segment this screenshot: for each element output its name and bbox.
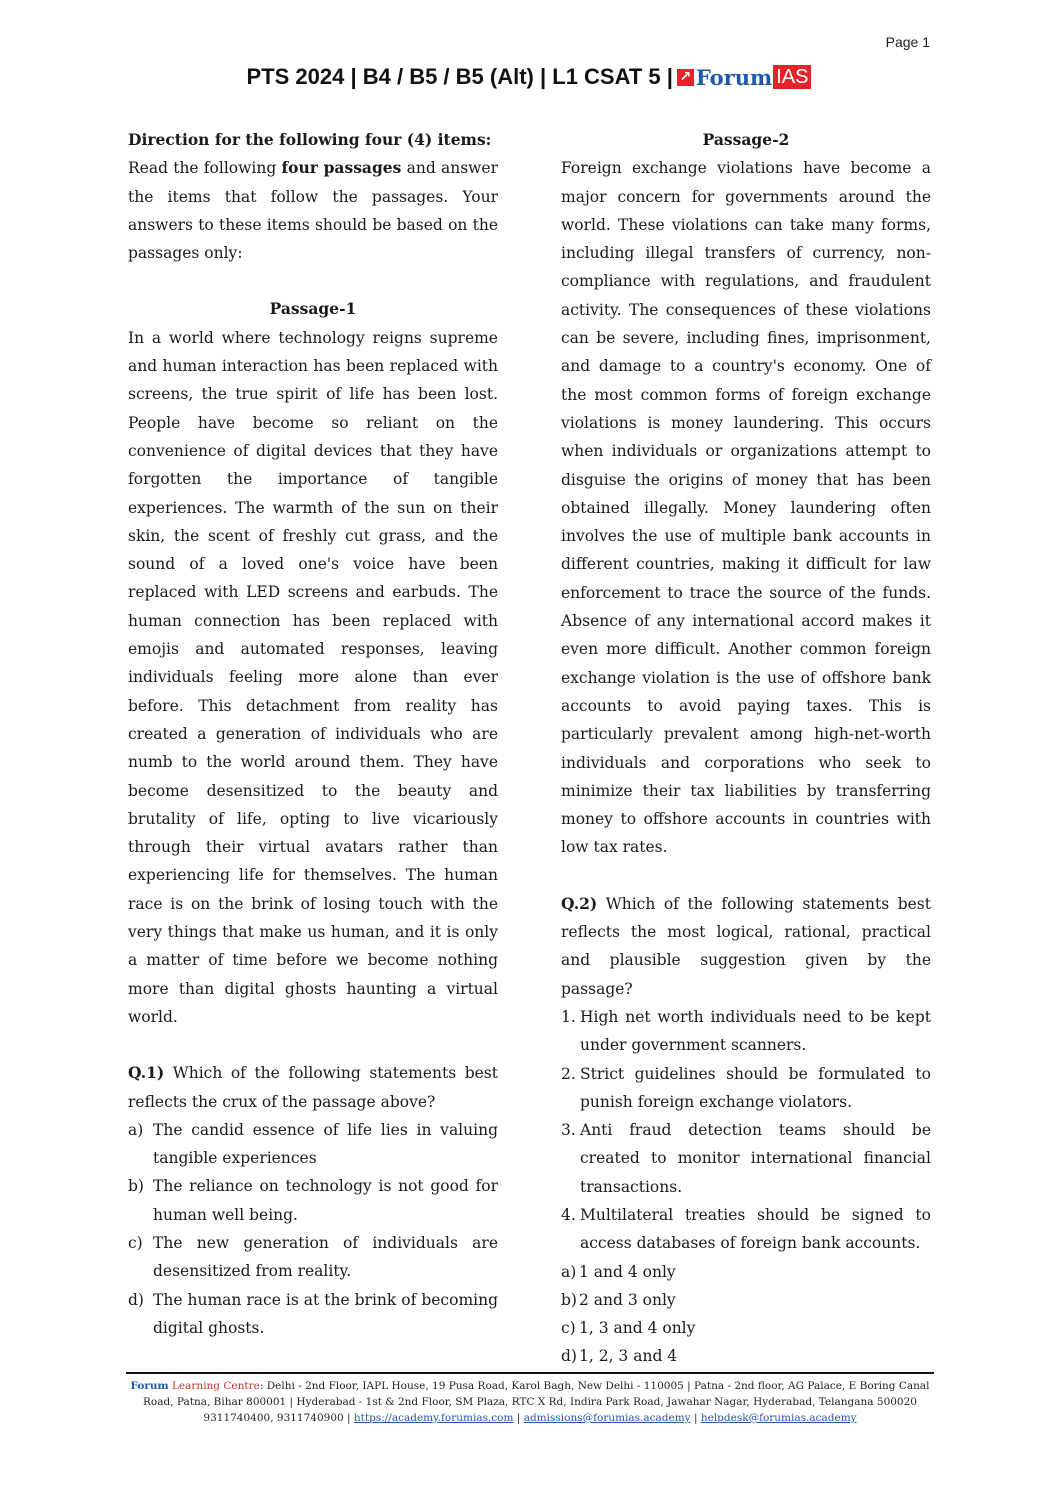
footer-address: Forum Learning Centre: Delhi - 2nd Floor, IAPL House, 19 Pusa Road, Karol Bagh, New Delhi - 110005 | Patna - 2nd floor, AG Palace, E Boring Canal Road, Patna, Bihar 800001 | Hyderabad - 1st & 2nd Floor, SM Plaza, RTC X Rd, Indira Park Road, Jawahar Nagar, Hyderabad, Telangana 500020: [130, 1380, 930, 1408]
footer-admissions-email-link[interactable]: admissions@forumias.academy: [523, 1412, 691, 1424]
forumias-logo: [677, 65, 812, 90]
page-number: Page 1: [885, 34, 930, 50]
statement-3: 3. Anti fraud detection teams should be created to monitor international financial transactions.: [561, 1121, 931, 1196]
right-column: [561, 126, 931, 1371]
statement-1: 1. High net worth individuals need to be kept under government scanners.: [561, 1007, 931, 1055]
footer-website-link[interactable]: https://academy.forumias.com: [353, 1412, 514, 1424]
question-2-stem: Q.2) Which of the following statements best reflects the most logical, rational, practical and plausible suggestion given by the passage?: [561, 893, 931, 998]
question-1-options: [128, 1116, 498, 1342]
passage-1-text: In a world where technology reigns supreme and human interaction has been replaced with screens, the true spirit of life has been lost. People have become so reliant on the convenience of digital devices that they have forgotten the importance of tangible experiences. The warmth of the sun on their skin, the scent of freshly cut grass, and the sound of a loved one's voice have been replaced with LED screens and earbuds. The human connection has been replaced with emojis and automated responses, leaving individuals feeling more alone than ever before. This detachment from reality has created a generation of individuals who are numb to the world around them. They have become desensitized to the beauty and brutality of life, opting to live vicariously through their virtual avatars rather than experiencing life for themselves. The human race is on the brink of losing touch with the very things that make us human, and it is only a matter of time before we become nothing more than digital ghosts haunting a virtual world.: [128, 328, 498, 1026]
question-2-statements: [561, 1003, 931, 1258]
footer-brand-forum: Forum: [130, 1380, 169, 1392]
question-2-options: [561, 1258, 931, 1371]
footer-helpdesk-email-link[interactable]: helpdesk@forumias.academy: [700, 1412, 857, 1424]
statement-4: 4. Multilateral treaties should be signed to access databases of foreign bank accounts.: [561, 1205, 931, 1253]
statement-2: 2. Strict guidelines should be formulated to punish foreign exchange violators.: [561, 1064, 931, 1111]
document-footer: [126, 1372, 934, 1426]
option-d[interactable]: d) 1, 2, 3 and 4: [561, 1347, 678, 1366]
option-c[interactable]: c) The new generation of individuals are desensitized from reality.: [128, 1233, 498, 1281]
direction-emphasis: four passages: [281, 158, 402, 178]
document-title: PTS 2024 | B4 / B5 / B5 (Alt) | L1 CSAT 5 |: [246, 64, 673, 89]
arrow-up-right-icon: ↗: [677, 69, 694, 86]
footer-contacts: 9311740400, 9311740900 | https://academy.forumias.com | admissions@forumias.academy | helpdesk@forumias.academy: [203, 1412, 857, 1424]
logo-forum-text: Forum: [695, 64, 773, 90]
question-2-label: Q.2): [561, 893, 598, 913]
document-header: [0, 64, 1058, 90]
question-1-label: Q.1): [128, 1063, 165, 1083]
passage-1-title: Passage-1: [269, 299, 357, 319]
option-a[interactable]: a) The candid essence of life lies in valuing tangible experiences: [128, 1120, 498, 1168]
option-b[interactable]: b) 2 and 3 only: [561, 1290, 676, 1309]
option-c[interactable]: c) 1, 3 and 4 only: [561, 1319, 696, 1338]
direction-heading: Direction for the following four (4) items:: [128, 130, 492, 149]
left-column: [128, 126, 498, 1342]
footer-brand-learning-centre: Learning Centre: [168, 1380, 260, 1392]
option-d[interactable]: d) The human race is at the brink of becoming digital ghosts.: [128, 1290, 498, 1337]
logo-ias-text: IAS: [773, 65, 811, 89]
question-1-stem: Q.1) Which of the following statements best reflects the crux of the passage above?: [128, 1063, 498, 1111]
direction-text: Read the following four passages and answer the items that follow the passages. Your answers to these items should be based on the passages only:: [128, 158, 499, 263]
footer-phones: 9311740400, 9311740900: [203, 1412, 344, 1424]
passage-2-text: Foreign exchange violations have become a major concern for governments around the world. These violations can take many forms, including illegal transfers of currency, non-compliance with regulations, and fraudulent activity. The consequences of these violations can be severe, including fines, imprisonment, and damage to a country's economy. One of the most common forms of foreign exchange violations is money laundering. This occurs when individuals or organizations attempt to disguise the origins of money that has been obtained illegally. Money laundering often involves the use of multiple bank accounts in different countries, making it difficult for law enforcement to trace the source of the funds. Absence of any international accord makes it even more difficult. Another common foreign exchange violation is the use of offshore bank accounts to avoid paying taxes. This is particularly prevalent among high-net-worth individuals and corporations who seek to minimize their tax liabilities by transferring money to offshore accounts in countries with low tax rates.: [561, 159, 931, 857]
footer-address-text: Delhi - 2nd Floor, IAPL House, 19 Pusa Road, Karol Bagh, New Delhi - 110005 | Patna - 2nd floor, AG Palace, E Boring Canal Road, Patna, Bihar 800001 | Hyderabad - 1st & 2nd Floor, SM Plaza, RTC X Rd, Indira Park Road, Jawahar Nagar, Hyderabad, Telangana 500020: [143, 1380, 930, 1408]
option-a[interactable]: a) 1 and 4 only: [561, 1262, 676, 1281]
option-b[interactable]: b) The reliance on technology is not good for human well being.: [128, 1177, 498, 1224]
passage-2-title: Passage-2: [702, 130, 790, 149]
